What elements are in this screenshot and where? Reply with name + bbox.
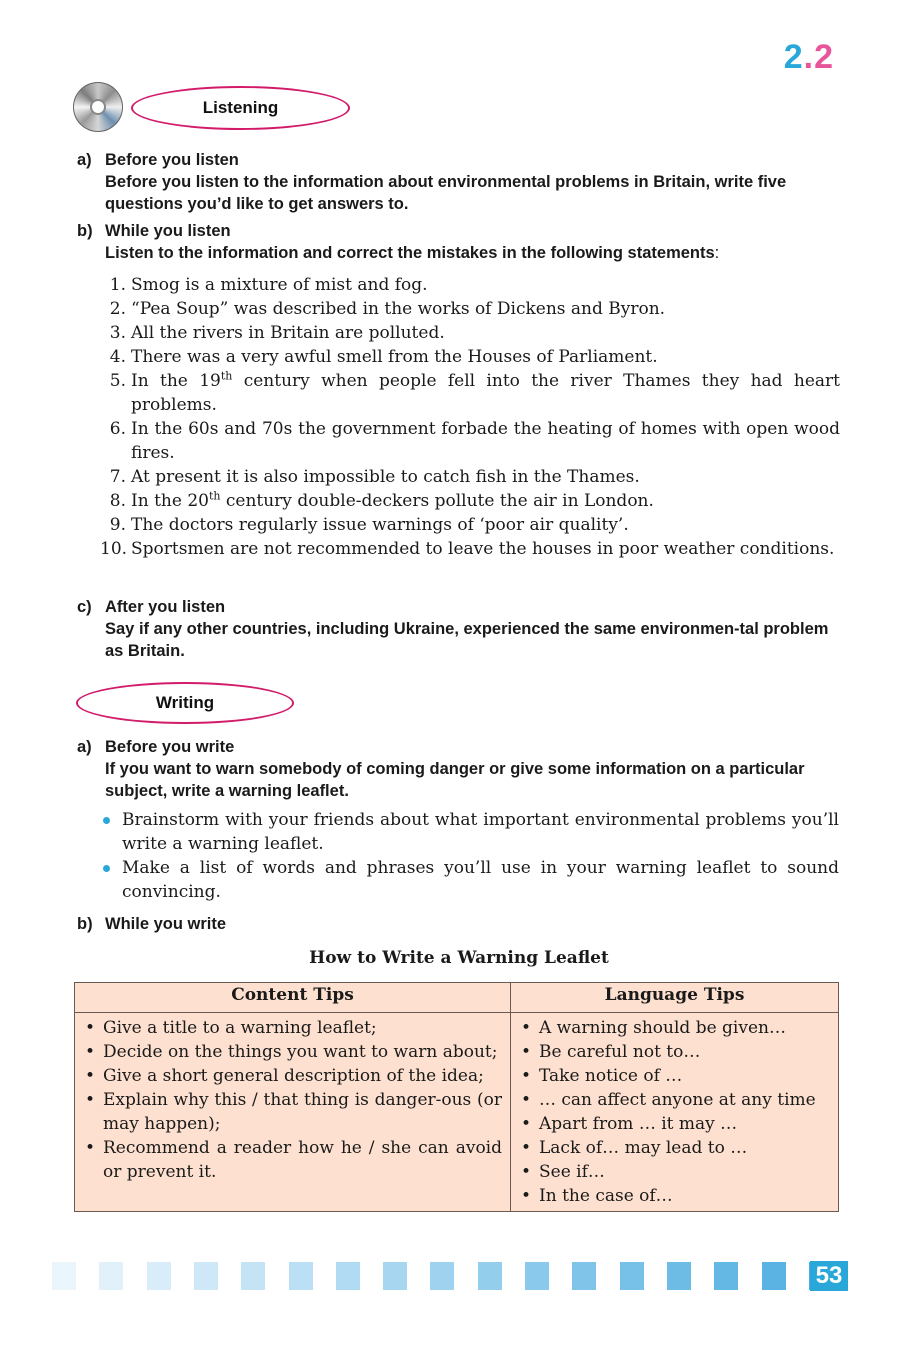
listening-section-title: Listening — [131, 86, 350, 130]
part-heading: Before you write — [105, 738, 235, 756]
footer-square — [667, 1262, 691, 1290]
list-item: 10. Sportsmen are not recommended to leave the houses in poor weather conditions. — [100, 539, 835, 559]
list-item: 4. There was a very awful smell from the Houses of Parliament. — [109, 347, 658, 367]
footer-square — [478, 1262, 502, 1290]
language-tips-cell — [511, 1013, 839, 1212]
list-item: • In the case of… — [521, 1186, 673, 1206]
writing-section-title: Writing — [76, 682, 294, 724]
part-instruction: If you want to warn somebody of coming danger or give some information on a particular subject, write a warning leaflet. — [105, 760, 805, 800]
list-item: 6. In the 60s and 70s the government forbade the heating of homes with open wood fires. — [109, 419, 840, 463]
list-item: • Lack of… may lead to … — [521, 1138, 748, 1158]
cd-disc-icon — [73, 82, 123, 132]
list-item: • A warning should be given… — [521, 1018, 786, 1038]
list-item: 8. In the 20th century double-deckers pollute the air in London. — [109, 489, 654, 511]
footer-square — [194, 1262, 218, 1290]
footer-square — [289, 1262, 313, 1290]
part-heading: While you listen — [105, 222, 231, 240]
list-item: 1. Smog is a mixture of mist and fog. — [109, 275, 428, 295]
part-heading: Before you listen — [105, 151, 239, 169]
list-item: • Decide on the things you want to warn about; — [85, 1042, 498, 1062]
unit-number: 2.2 — [783, 38, 834, 76]
part-instruction: Say if any other countries, including Ukraine, experienced the same environmen-tal problem as Britain. — [105, 620, 829, 660]
part-heading: While you write — [105, 915, 227, 933]
footer-square — [762, 1262, 786, 1290]
list-item: 2. “Pea Soup” was described in the works of Dickens and Byron. — [109, 299, 666, 319]
list-item: 9. The doctors regularly issue warnings of ‘poor air quality’. — [109, 515, 629, 535]
bullet-icon — [103, 817, 110, 824]
footer-square — [52, 1262, 76, 1290]
list-item: 7. At present it is also impossible to catch fish in the Thames. — [109, 467, 640, 487]
footer-square — [99, 1262, 123, 1290]
footer-square — [147, 1262, 171, 1290]
list-item: Brainstorm with your friends about what important environmental problems you’ll write a warning leaflet. — [103, 808, 839, 856]
column-header-language: Language Tips — [511, 983, 839, 1013]
footer-square — [620, 1262, 644, 1290]
list-item: • Recommend a reader how he / she can avoid or prevent it. — [85, 1138, 502, 1182]
list-item: • Be careful not to… — [521, 1042, 701, 1062]
footer-square — [525, 1262, 549, 1290]
list-item: • Take notice of … — [521, 1066, 683, 1086]
list-item: • Give a short general description of the idea; — [85, 1066, 484, 1086]
footer-square — [241, 1262, 265, 1290]
column-header-content: Content Tips — [75, 983, 511, 1013]
footer-square — [383, 1262, 407, 1290]
part-heading: After you listen — [105, 598, 226, 616]
list-item: 5. In the 19th century when people fell into the river Thames they had heart problems. — [109, 369, 841, 415]
list-item: • Explain why this / that thing is danger-ous (or may happen); — [85, 1090, 502, 1134]
list-item: 3. All the rivers in Britain are polluted. — [109, 323, 445, 343]
footer-square — [572, 1262, 596, 1290]
footer-square — [714, 1262, 738, 1290]
list-item: • Give a title to a warning leaflet; — [85, 1018, 377, 1038]
table-title: How to Write a Warning Leaflet — [309, 948, 609, 968]
part-instruction: Listen to the information and correct the mistakes in the following statements: — [105, 244, 720, 262]
page-number: 53 — [810, 1261, 848, 1291]
footer-square — [336, 1262, 360, 1290]
part-instruction: Before you listen to the information about environmental problems in Britain, write five questions you’d like to get answers to. — [105, 173, 787, 213]
footer-square — [430, 1262, 454, 1290]
content-tips-cell — [75, 1013, 511, 1212]
statements-list — [100, 273, 840, 561]
writing-bullet-list — [103, 808, 839, 904]
bullet-icon — [103, 865, 110, 872]
list-item: • Apart from … it may … — [521, 1114, 738, 1134]
list-item: Make a list of words and phrases you’ll use in your warning leaflet to sound convincing. — [103, 856, 839, 904]
list-item: • … can affect anyone at any time — [521, 1090, 816, 1110]
list-item: • See if… — [521, 1162, 605, 1182]
tips-table — [74, 982, 839, 1212]
